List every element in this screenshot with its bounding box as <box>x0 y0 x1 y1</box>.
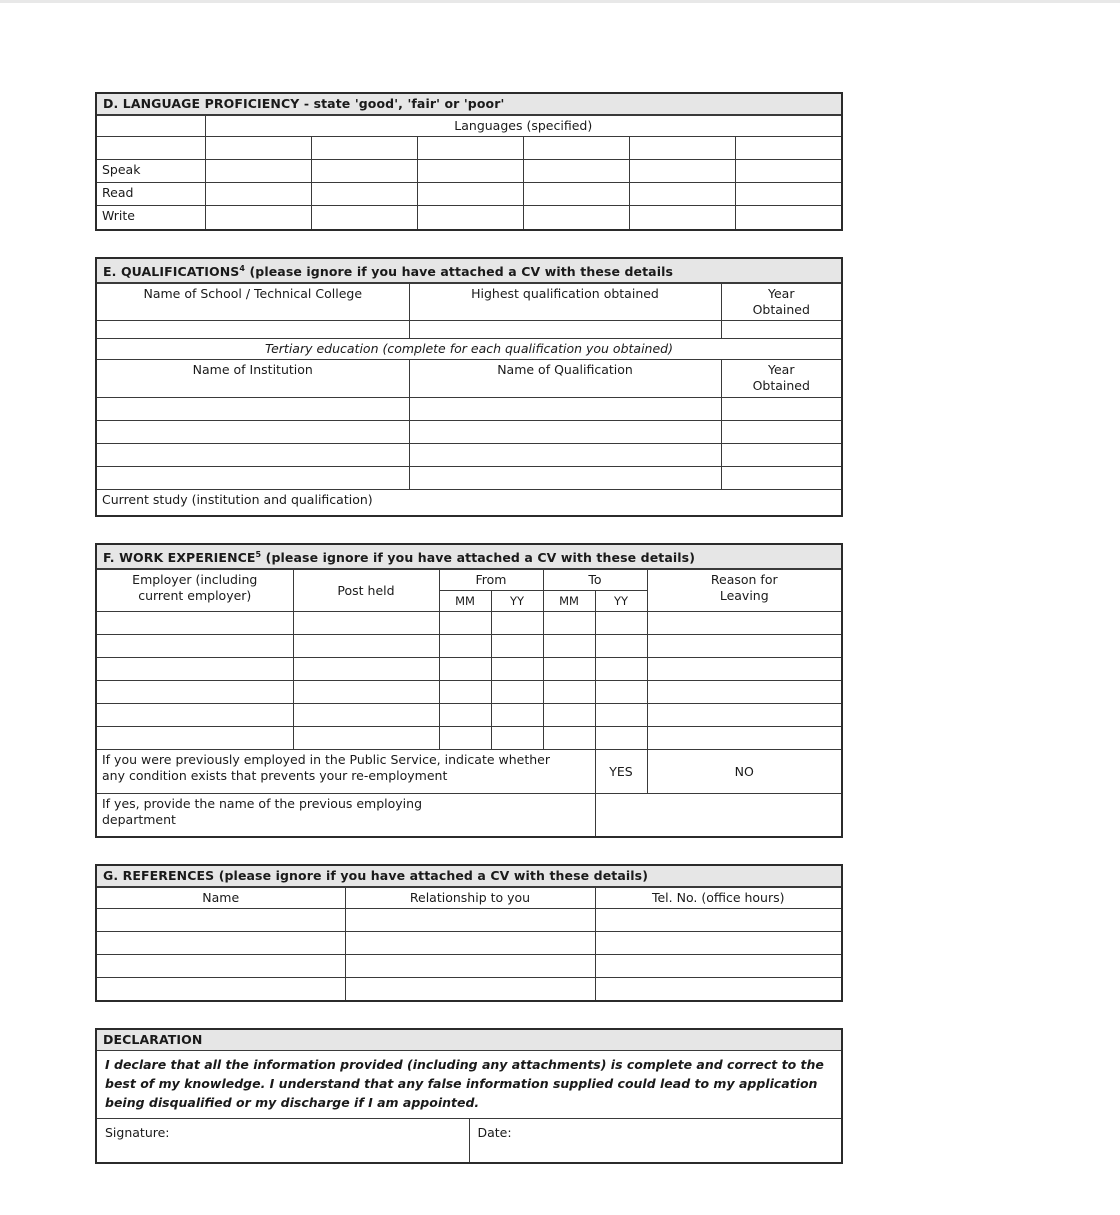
post-input-cell[interactable] <box>293 681 439 704</box>
table-row <box>97 794 841 836</box>
employer-label-line2: current employer) <box>138 588 252 604</box>
tertiary-year-input-cell[interactable] <box>721 466 841 489</box>
sub-header-to-yy: YY <box>595 591 647 612</box>
work-experience-table <box>97 569 841 836</box>
table-row <box>97 466 841 489</box>
write-cell[interactable] <box>205 206 311 229</box>
tertiary-year-input-cell[interactable] <box>721 397 841 420</box>
to-yy-input-cell[interactable] <box>595 635 647 658</box>
from-yy-input-cell[interactable] <box>491 704 543 727</box>
table-row <box>97 116 841 137</box>
to-yy-input-cell[interactable] <box>595 658 647 681</box>
employer-input-cell[interactable] <box>97 727 293 750</box>
table-row <box>97 954 841 977</box>
post-input-cell[interactable] <box>293 704 439 727</box>
col-header-year-obtained <box>721 283 841 320</box>
table-row <box>97 137 841 160</box>
from-yy-input-cell[interactable] <box>491 727 543 750</box>
from-yy-input-cell[interactable] <box>491 658 543 681</box>
section-language-proficiency <box>95 92 843 231</box>
date-field[interactable]: Date: <box>477 1125 512 1141</box>
read-cell[interactable] <box>629 183 735 206</box>
section-e-heading-prefix: E. QUALIFICATIONS <box>103 263 240 279</box>
reference-tel-input-cell[interactable] <box>595 931 841 954</box>
table-row <box>97 443 841 466</box>
section-f-footnote-marker: 5 <box>255 550 262 560</box>
reference-relationship-input-cell[interactable] <box>345 977 595 1000</box>
to-yy-input-cell[interactable] <box>595 727 647 750</box>
write-cell[interactable] <box>629 206 735 229</box>
to-mm-input-cell[interactable] <box>543 635 595 658</box>
col-header-reference-name: Name <box>97 887 345 908</box>
school-year-input-cell[interactable] <box>721 320 841 338</box>
public-service-no-option[interactable]: NO <box>647 750 841 794</box>
col-header-to: To <box>543 570 647 591</box>
page-top-divider <box>0 0 1120 3</box>
write-cell[interactable] <box>735 206 841 229</box>
from-mm-input-cell[interactable] <box>439 658 491 681</box>
write-cell[interactable] <box>523 206 629 229</box>
language-spacer-cell <box>97 137 205 160</box>
tertiary-year-input-cell[interactable] <box>721 443 841 466</box>
table-row <box>97 704 841 727</box>
employer-input-cell[interactable] <box>97 704 293 727</box>
reference-name-input-cell[interactable] <box>97 954 345 977</box>
table-row <box>97 206 841 229</box>
tertiary-education-caption: Tertiary education (complete for each qualification you obtained) <box>97 338 841 359</box>
public-service-yes-option[interactable]: YES <box>595 750 647 794</box>
row-label-speak: Speak <box>97 160 205 183</box>
reference-tel-input-cell[interactable] <box>595 954 841 977</box>
col-header-school: Name of School / Technical College <box>97 283 409 320</box>
col-header-qualification-name: Name of Qualification <box>409 359 721 397</box>
from-mm-input-cell[interactable] <box>439 727 491 750</box>
table-row <box>97 887 841 908</box>
col-header-relationship: Relationship to you <box>345 887 595 908</box>
section-f-heading-prefix: F. WORK EXPERIENCE <box>103 550 256 566</box>
section-g-heading: G. REFERENCES (please ignore if you have attached a CV with these details) <box>97 866 841 887</box>
from-yy-input-cell[interactable] <box>491 612 543 635</box>
language-table <box>97 115 841 229</box>
tertiary-year-line2: Obtained <box>752 377 810 393</box>
reason-input-cell[interactable] <box>647 727 841 750</box>
sub-header-from-mm: MM <box>439 591 491 612</box>
institution-input-cell[interactable] <box>97 443 409 466</box>
table-row <box>97 908 841 931</box>
table-row <box>97 489 841 515</box>
language-cell[interactable] <box>629 137 735 160</box>
table-row <box>97 612 841 635</box>
section-qualifications <box>95 257 843 518</box>
read-cell[interactable] <box>205 183 311 206</box>
to-yy-input-cell[interactable] <box>595 612 647 635</box>
table-row <box>97 359 841 397</box>
declaration-text: I declare that all the information provided (including any attachments) is complete and correct to the best of my knowledge. I understand that any false information supplied could lead to my application being disqualified or my discharge if I am appointed. <box>97 1051 841 1119</box>
qualifications-table <box>97 283 841 516</box>
speak-cell[interactable] <box>205 160 311 183</box>
col-header-reason-leaving <box>647 570 841 612</box>
table-row <box>97 570 841 591</box>
row-label-read: Read <box>97 183 205 206</box>
write-cell[interactable] <box>417 206 523 229</box>
table-row <box>97 635 841 658</box>
signature-row <box>97 1119 841 1162</box>
to-yy-input-cell[interactable] <box>595 681 647 704</box>
reference-name-input-cell[interactable] <box>97 977 345 1000</box>
speak-cell[interactable] <box>417 160 523 183</box>
employer-input-cell[interactable] <box>97 658 293 681</box>
reason-input-cell[interactable] <box>647 704 841 727</box>
table-row <box>97 750 841 794</box>
year-label-line2: Obtained <box>752 301 810 317</box>
tertiary-year-line1: Year <box>768 361 795 377</box>
qualification-input-cell[interactable] <box>409 420 721 443</box>
references-table <box>97 887 841 1001</box>
table-row <box>97 681 841 704</box>
reference-relationship-input-cell[interactable] <box>345 908 595 931</box>
speak-cell[interactable] <box>523 160 629 183</box>
reason-label-line2: Leaving <box>719 588 769 604</box>
table-row <box>97 160 841 183</box>
declaration-heading: DECLARATION <box>97 1030 841 1051</box>
read-cell[interactable] <box>523 183 629 206</box>
to-yy-input-cell[interactable] <box>595 704 647 727</box>
section-work-experience <box>95 543 843 838</box>
employer-label-line1: Employer (including <box>132 572 258 588</box>
col-header-post-held: Post held <box>293 570 439 612</box>
sub-header-from-yy: YY <box>491 591 543 612</box>
institution-input-cell[interactable] <box>97 466 409 489</box>
table-row <box>97 320 841 338</box>
col-header-employer <box>97 570 293 612</box>
read-cell[interactable] <box>311 183 417 206</box>
col-header-from: From <box>439 570 543 591</box>
read-cell[interactable] <box>417 183 523 206</box>
reason-input-cell[interactable] <box>647 635 841 658</box>
languages-specified-header: Languages (specified) <box>205 116 841 137</box>
col-header-highest-qualification: Highest qualification obtained <box>409 283 721 320</box>
table-row <box>97 977 841 1000</box>
reference-tel-input-cell[interactable] <box>595 908 841 931</box>
tertiary-year-input-cell[interactable] <box>721 420 841 443</box>
reference-name-input-cell[interactable] <box>97 931 345 954</box>
sub-header-to-mm: MM <box>543 591 595 612</box>
reason-input-cell[interactable] <box>647 612 841 635</box>
institution-input-cell[interactable] <box>97 397 409 420</box>
to-mm-input-cell[interactable] <box>543 681 595 704</box>
form-sheet <box>95 92 843 1190</box>
previous-department-line1: If yes, provide the name of the previous employing <box>102 796 423 812</box>
speak-cell[interactable] <box>629 160 735 183</box>
section-f-heading-rest: (please ignore if you have attached a CV with these details) <box>261 550 696 566</box>
to-mm-input-cell[interactable] <box>543 704 595 727</box>
table-row <box>97 283 841 320</box>
table-row <box>97 338 841 359</box>
section-e-heading-rest: (please ignore if you have attached a CV with these details <box>245 263 674 279</box>
table-row <box>97 931 841 954</box>
language-cell[interactable] <box>523 137 629 160</box>
table-row <box>97 420 841 443</box>
institution-input-cell[interactable] <box>97 420 409 443</box>
qualification-input-cell[interactable] <box>409 397 721 420</box>
employer-input-cell[interactable] <box>97 635 293 658</box>
row-label-write: Write <box>97 206 205 229</box>
read-cell[interactable] <box>735 183 841 206</box>
language-cell[interactable] <box>205 137 311 160</box>
table-row <box>97 658 841 681</box>
reference-name-input-cell[interactable] <box>97 908 345 931</box>
reason-input-cell[interactable] <box>647 681 841 704</box>
from-mm-input-cell[interactable] <box>439 635 491 658</box>
previous-department-input-cell[interactable] <box>595 794 841 836</box>
from-mm-input-cell[interactable] <box>439 704 491 727</box>
col-header-tertiary-year <box>721 359 841 397</box>
from-yy-input-cell[interactable] <box>491 635 543 658</box>
reference-relationship-input-cell[interactable] <box>345 954 595 977</box>
reason-label-line1: Reason for <box>710 572 778 588</box>
col-header-telephone: Tel. No. (office hours) <box>595 887 841 908</box>
to-mm-input-cell[interactable] <box>543 658 595 681</box>
section-e-footnote-marker: 4 <box>239 263 246 273</box>
section-d-heading: D. LANGUAGE PROFICIENCY - state 'good', 'fair' or 'poor' <box>97 94 841 115</box>
reason-input-cell[interactable] <box>647 658 841 681</box>
post-input-cell[interactable] <box>293 635 439 658</box>
previous-department-label <box>97 794 595 836</box>
section-declaration <box>95 1028 843 1164</box>
to-mm-input-cell[interactable] <box>543 612 595 635</box>
speak-cell[interactable] <box>311 160 417 183</box>
from-mm-input-cell[interactable] <box>439 612 491 635</box>
qualification-input-cell[interactable] <box>409 443 721 466</box>
language-cell[interactable] <box>735 137 841 160</box>
section-references <box>95 864 843 1003</box>
from-yy-input-cell[interactable] <box>491 681 543 704</box>
reference-tel-input-cell[interactable] <box>595 977 841 1000</box>
current-study-label: Current study (institution and qualification) <box>97 489 841 515</box>
section-f-heading <box>97 545 841 569</box>
language-corner-cell <box>97 116 205 137</box>
school-name-input-cell[interactable] <box>97 320 409 338</box>
previous-department-line2: department <box>102 812 176 828</box>
to-mm-input-cell[interactable] <box>543 727 595 750</box>
employer-input-cell[interactable] <box>97 612 293 635</box>
write-cell[interactable] <box>311 206 417 229</box>
post-input-cell[interactable] <box>293 727 439 750</box>
language-cell[interactable] <box>417 137 523 160</box>
table-row <box>97 183 841 206</box>
post-input-cell[interactable] <box>293 658 439 681</box>
year-label-line1: Year <box>768 285 795 301</box>
from-mm-input-cell[interactable] <box>439 681 491 704</box>
public-service-question <box>97 750 595 794</box>
col-header-institution: Name of Institution <box>97 359 409 397</box>
signature-field[interactable]: Signature: <box>97 1119 470 1162</box>
post-input-cell[interactable] <box>293 612 439 635</box>
speak-cell[interactable] <box>735 160 841 183</box>
public-service-question-line2: any condition exists that prevents your re-employment <box>102 768 448 784</box>
qualification-input-cell[interactable] <box>409 466 721 489</box>
reference-relationship-input-cell[interactable] <box>345 931 595 954</box>
school-qualification-input-cell[interactable] <box>409 320 721 338</box>
table-row <box>97 397 841 420</box>
section-e-heading <box>97 259 841 283</box>
public-service-question-line1: If you were previously employed in the Public Service, indicate whether <box>102 752 551 768</box>
employer-input-cell[interactable] <box>97 681 293 704</box>
language-cell[interactable] <box>311 137 417 160</box>
table-row <box>97 727 841 750</box>
